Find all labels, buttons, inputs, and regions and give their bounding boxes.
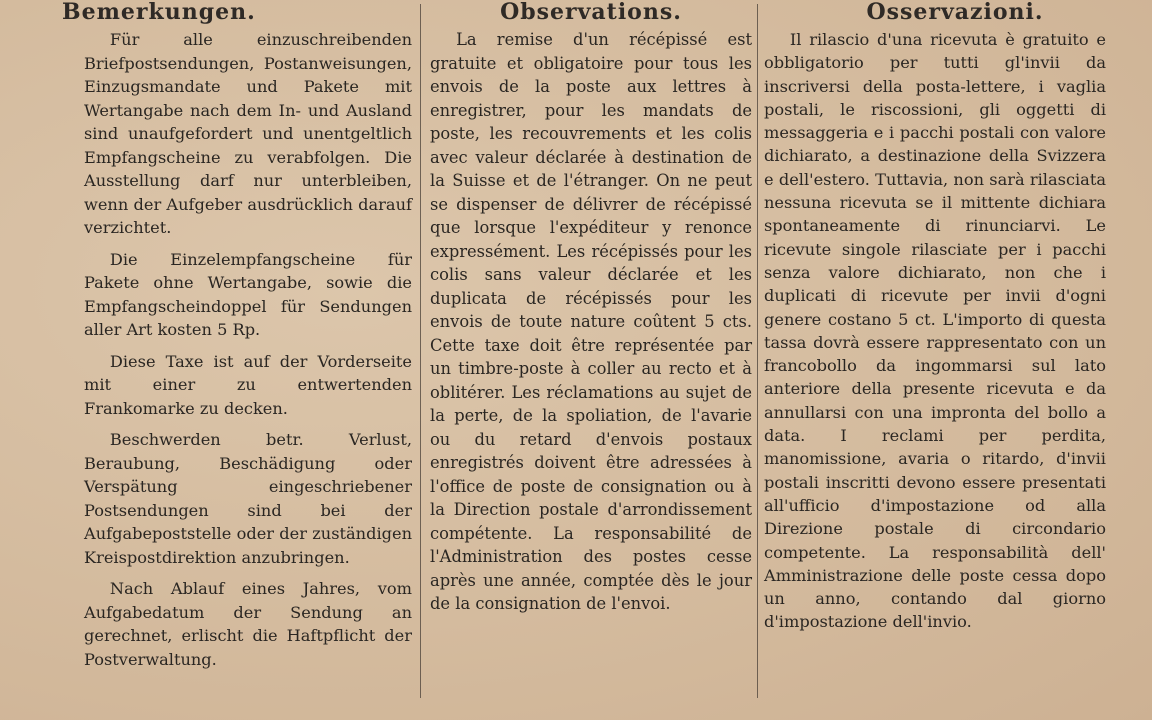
french-heading: Observations. [500,0,682,25]
column-divider-left [420,4,421,698]
italian-column [764,0,1106,720]
german-paragraph-2: Die Einzelempfangscheine für Pakete ohne Wertangabe, sowie die Empfangscheindoppel für Sendungen aller Art kosten 5 Rp. [84,249,412,339]
french-column [430,0,752,720]
italian-heading: Osservazioni. [866,0,1044,25]
german-paragraph-4: Beschwerden betr. Verlust, Beraubung, Beschädigung oder Verspätung eingeschriebener Postsendungen sind bei der Aufgabepoststelle oder der zuständigen Kreispostdirektion anzubringen. [84,430,412,567]
column-divider-right [757,4,758,698]
german-column [62,0,412,720]
german-paragraph-3: Diese Taxe ist auf der Vorderseite mit einer zu entwertenden Frankomarke zu decken. [84,351,412,418]
german-heading: Bemerkungen. [62,0,256,25]
german-paragraph-5: Nach Ablauf eines Jahres, vom Aufgabedatum der Sendung an gerechnet, erlischt die Haftpflicht der Postverwaltung. [84,579,412,669]
french-paragraph-1: La remise d'un récépissé est gratuite et obligatoire pour tous les envois de la poste aux lettres à enregistrer, pour les mandats de poste, les recouvrements et les colis avec valeur déclarée à destination de la Suisse et de l'étranger. On ne peut se dispenser de délivrer de récépissé que lorsque l'expéditeur y renonce expressément. Les récépissés pour les colis sans valeur déclarée et les duplicata de récépissés pour les envois de toute nature coûtent 5 cts. Cette taxe doit être représentée par un timbre-poste à coller au recto et à oblitérer. Les réclamations au sujet de la perte, de la spoliation, de l'avarie ou du retard d'envois postaux enregistrés doivent être adressées à l'office de poste de consignation ou à la Direction postale d'arrondissement compétente. La responsabilité de l'Administration des postes cesse après une année, comptée dès le jour de la consignation de l'envoi. [430,30,752,613]
italian-paragraph-1: Il rilascio d'una ricevuta è gratuito e obbligatorio per tutti gl'invii da inscriversi della posta-lettere, i vaglia postali, le riscossioni, gli oggetti di messaggeria e i pacchi postali con valore dichiarato, a destinazione della Svizzera e dell'estero. Tuttavia, non sarà rilasciata nessuna ricevuta se il mittente dichiara spontaneamente di rinunciarvi. Le ricevute singole rilasciate per i pacchi senza valore dichiarato, non che i duplicati di ricevute per invii d'ogni genere costano 5 ct. L'importo di questa tassa dovrà essere rappresentato con un francobollo da ingommarsi sul lato anteriore della presente ricevuta e da annullarsi con una impronta del bollo a data. I reclami per perdita, manomissione, avaria o ritardo, d'invii postali inscritti devono essere presentati all'ufficio d'impostazione od alla Direzione postale di circondario competente. La responsabilità dell' Amministrazione delle poste cessa dopo un anno, contando dal giorno d'impostazione dell'invio. [764,30,1106,632]
german-paragraph-1: Für alle einzuschreibenden Briefpostsendungen, Postanweisungen, Einzugsmandate und Pakete mit Wertangabe nach dem In- und Ausland sind unaufgefordert und unentgeltlich Empfangscheine zu verabfolgen. Die Ausstellung darf nur unterbleiben, wenn der Aufgeber ausdrücklich darauf verzichtet. [84,30,412,237]
